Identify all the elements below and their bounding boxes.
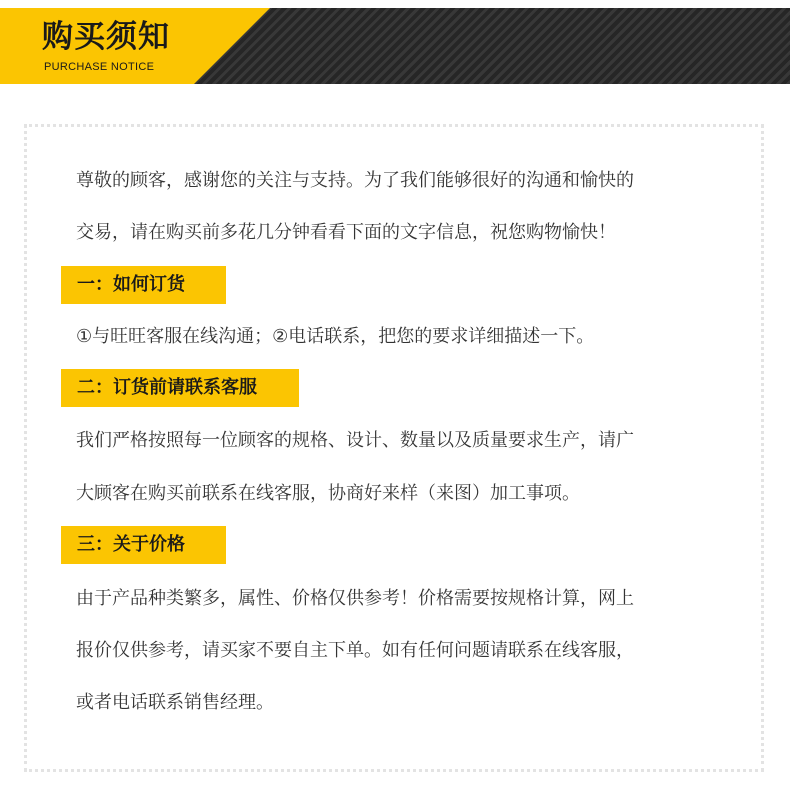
section-1-line-1: ①与旺旺客服在线沟通；②电话联系，把您的要求详细描述一下。 — [76, 326, 595, 347]
section-2-line-2: 大顾客在购买前联系在线客服，协商好来样（来图）加工事项。 — [76, 483, 580, 504]
section-3-label: 三：关于价格 — [61, 526, 226, 564]
section-3-line-2: 报价仅供参考，请买家不要自主下单。如有任何问题请联系在线客服， — [76, 640, 634, 661]
section-2-label: 二：订货前请联系客服 — [61, 369, 299, 407]
section-3-line-1: 由于产品种类繁多，属性、价格仅供参考！价格需要按规格计算，网上 — [76, 588, 634, 609]
page-title: 购买须知 — [42, 19, 170, 55]
intro-line-2: 交易，请在购买前多花几分钟看看下面的文字信息，祝您购物愉快！ — [76, 222, 616, 243]
section-2-line-1: 我们严格按照每一位顾客的规格、设计、数量以及质量要求生产，请广 — [76, 430, 634, 451]
section-3-line-3: 或者电话联系销售经理。 — [76, 692, 274, 713]
intro-line-1: 尊敬的顾客，感谢您的关注与支持。为了我们能够很好的沟通和愉快的 — [76, 170, 634, 191]
header-banner — [0, 8, 790, 84]
page-subtitle: PURCHASE NOTICE — [44, 61, 155, 73]
section-1-label: 一：如何订货 — [61, 266, 226, 304]
